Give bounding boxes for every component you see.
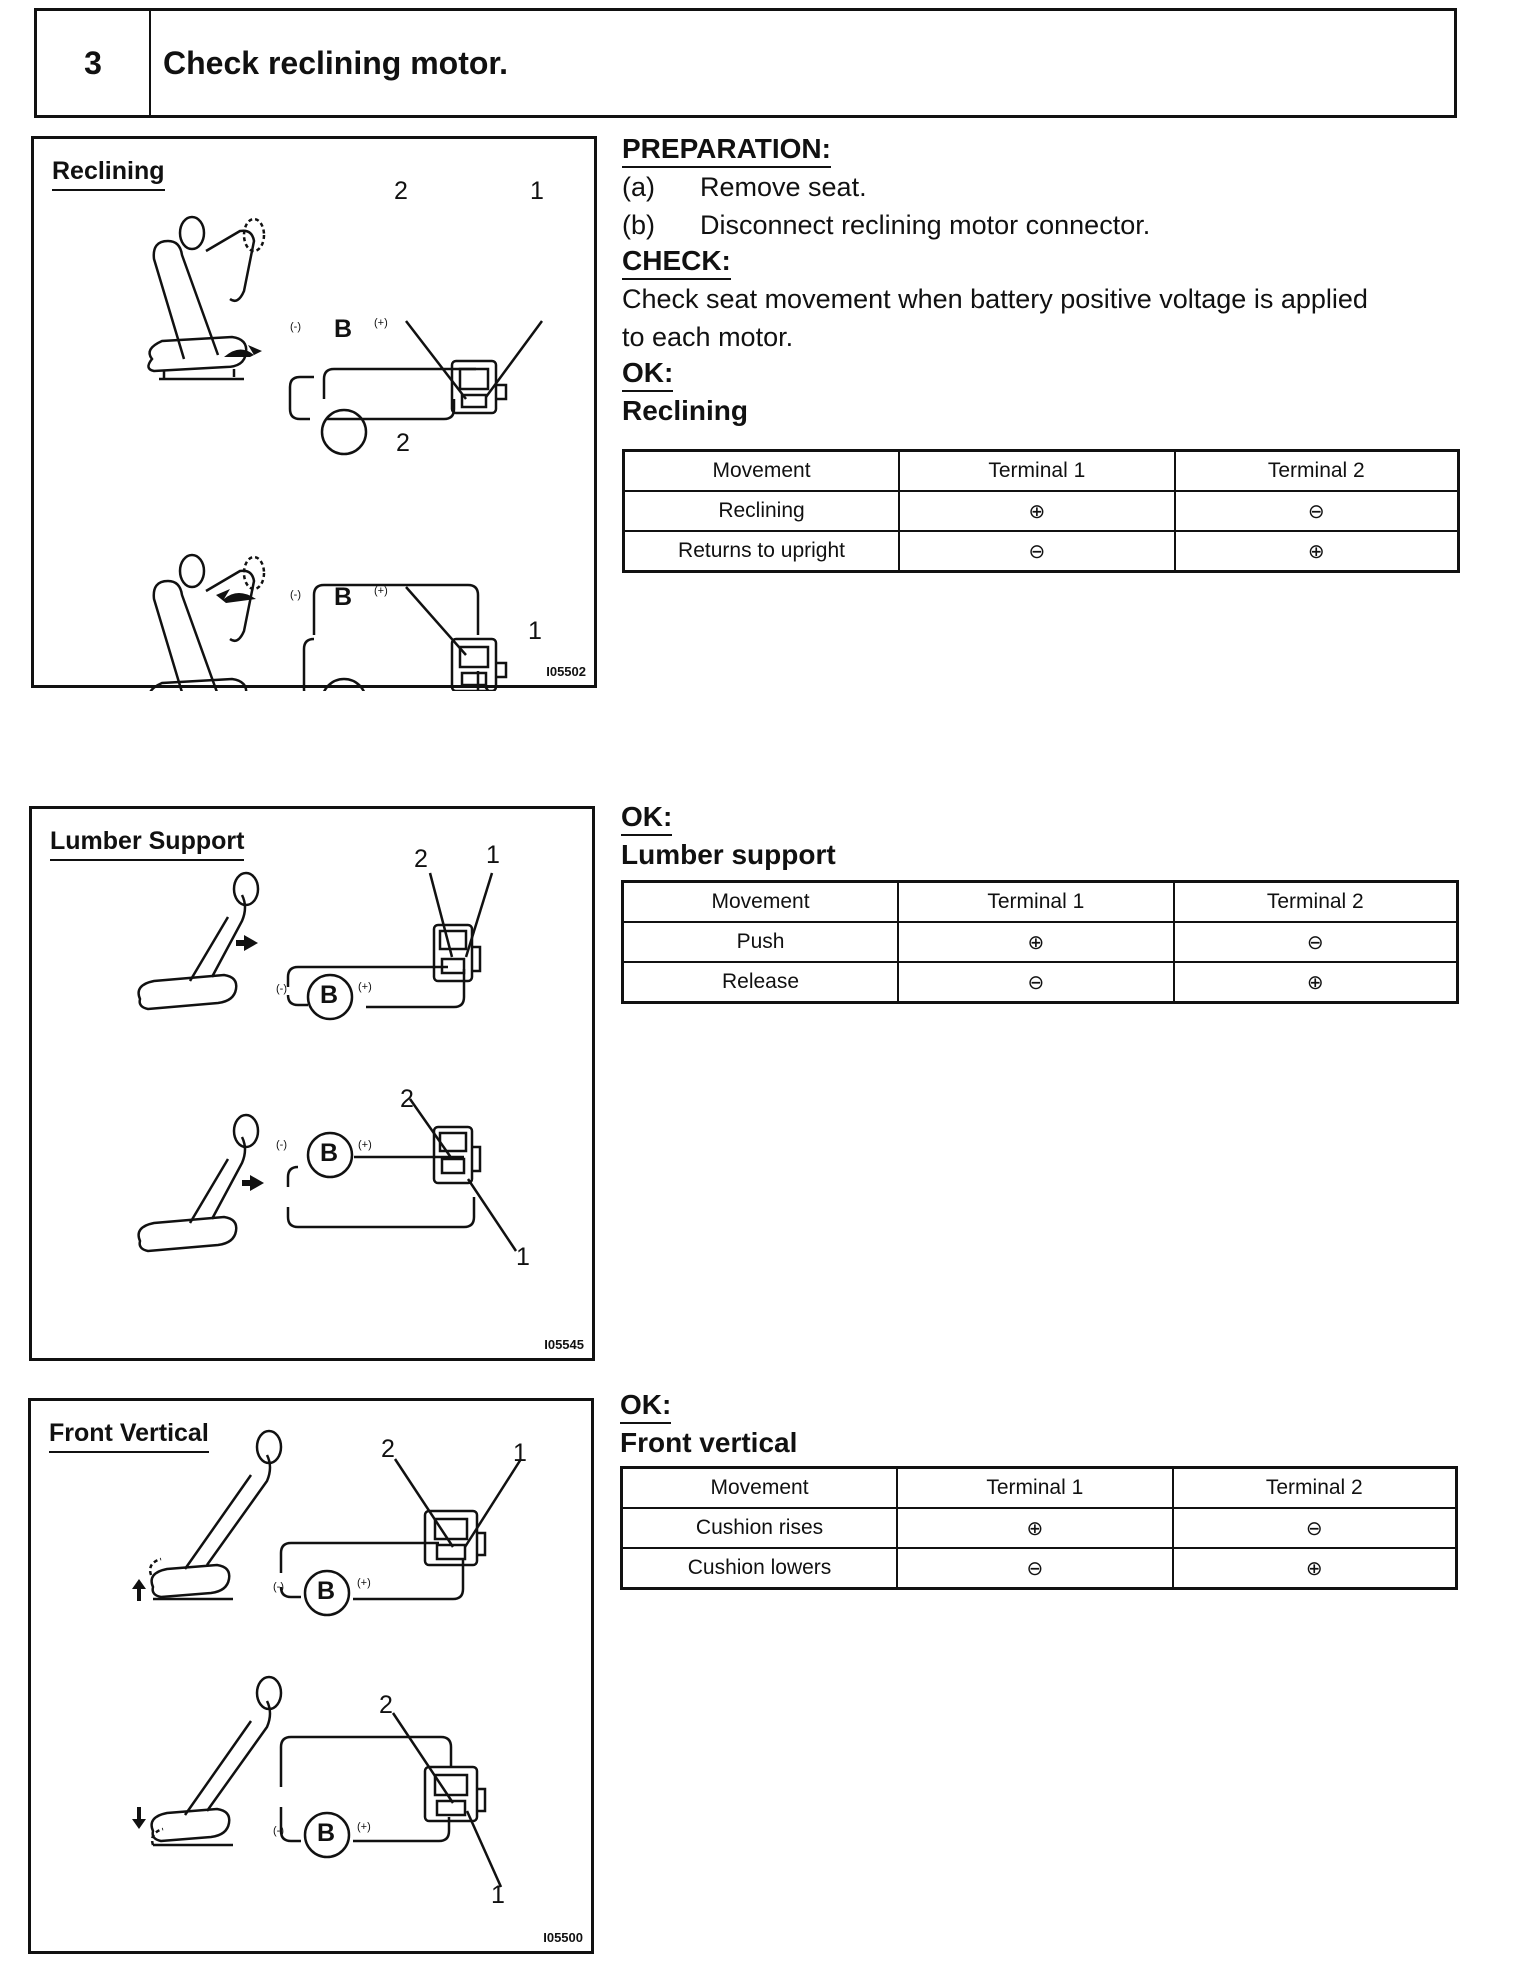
neg-label: (-)	[273, 1581, 284, 1593]
check-text-line: to each motor.	[622, 322, 794, 352]
table-row	[623, 962, 1458, 1003]
list-item	[622, 168, 1462, 206]
header-cell: Terminal 2	[1173, 1468, 1457, 1509]
figure-title: Reclining	[52, 157, 165, 191]
figure-title: Front Vertical	[49, 1419, 209, 1453]
table-cell: Cushion rises	[622, 1508, 898, 1548]
terminal-2-label: 2	[394, 177, 408, 205]
list-item-label: (b)	[622, 210, 655, 240]
table-row	[623, 922, 1458, 962]
header-cell: Terminal 1	[898, 882, 1174, 923]
terminal-1-label: 1	[486, 841, 500, 869]
terminal-2-label: 2	[396, 429, 410, 457]
battery-label: B	[334, 583, 353, 611]
battery-label: B	[320, 1139, 339, 1167]
ok-heading: OK:	[622, 356, 673, 392]
figure-title: Lumber Support	[50, 827, 244, 861]
table-cell: Release	[623, 962, 899, 1003]
figure-lumber-support	[29, 806, 595, 1361]
list-item	[622, 206, 1462, 244]
battery-label: B	[320, 981, 339, 1009]
table-cell: Push	[623, 922, 899, 962]
step-number: 3	[37, 11, 151, 115]
table-cell: Cushion lowers	[622, 1548, 898, 1589]
figure-code: I05500	[543, 1930, 583, 1945]
pos-label: (+)	[357, 1821, 371, 1833]
table-title: Front vertical	[620, 1427, 798, 1458]
table-cell: ⊕	[899, 491, 1175, 531]
neg-label: (-)	[290, 589, 301, 601]
step-title: Check reclining motor.	[163, 44, 508, 81]
lumber-diagram	[32, 809, 598, 1364]
front-vertical-table	[620, 1466, 1458, 1590]
header-cell: Movement	[624, 451, 900, 492]
terminal-2-label: 2	[379, 1691, 393, 1719]
terminal-1-label: 1	[491, 1881, 505, 1909]
header-cell: Terminal 1	[899, 451, 1175, 492]
figure-code: I05545	[544, 1337, 584, 1352]
terminal-1-label: 1	[530, 177, 544, 205]
figure-reclining	[31, 136, 597, 688]
table-row	[622, 1548, 1457, 1589]
lumber-section	[621, 800, 1461, 874]
table-title: Reclining	[622, 395, 749, 426]
terminal-2-label: 2	[414, 845, 428, 873]
terminal-2-label: 2	[381, 1435, 395, 1463]
terminal-1-label: 1	[513, 1439, 527, 1467]
pos-label: (+)	[374, 585, 388, 597]
table-cell: ⊕	[1173, 1548, 1457, 1589]
check-heading: CHECK:	[622, 244, 731, 280]
header-cell: Movement	[623, 882, 899, 923]
table-cell: Reclining	[624, 491, 900, 531]
header-cell: Terminal 2	[1174, 882, 1458, 923]
table-cell: ⊖	[1174, 922, 1458, 962]
ok-heading: OK:	[620, 1388, 671, 1424]
neg-label: (-)	[276, 983, 287, 995]
table-cell: ⊖	[1173, 1508, 1457, 1548]
battery-label: B	[334, 315, 353, 343]
pos-label: (+)	[374, 317, 388, 329]
neg-label: (-)	[276, 1139, 287, 1151]
arrow-icon	[224, 345, 262, 357]
table-header-row	[622, 1468, 1457, 1509]
reclining-table	[622, 449, 1460, 573]
pos-label: (+)	[358, 1139, 372, 1151]
list-item-text: Remove seat.	[700, 172, 867, 202]
neg-label: (-)	[273, 1825, 284, 1837]
table-title: Lumber support	[621, 839, 836, 870]
table-row	[624, 531, 1459, 572]
procedure-text	[622, 132, 1462, 430]
check-text-line: Check seat movement when battery positive voltage is applied	[622, 284, 1368, 314]
table-cell: ⊖	[899, 531, 1175, 572]
list-item-label: (a)	[622, 172, 655, 202]
figure-front-vertical	[28, 1398, 594, 1954]
table-cell: ⊕	[897, 1508, 1173, 1548]
arrow-icon	[236, 935, 258, 951]
table-row	[624, 491, 1459, 531]
lumber-table	[621, 880, 1459, 1004]
table-cell: ⊕	[898, 922, 1174, 962]
table-cell: ⊖	[1175, 491, 1459, 531]
table-header-row	[623, 882, 1458, 923]
table-row	[622, 1508, 1457, 1548]
arrow-up-icon	[132, 1579, 146, 1601]
front-vertical-diagram	[31, 1401, 597, 1957]
table-cell: ⊕	[1174, 962, 1458, 1003]
terminal-1-label: 1	[528, 617, 542, 645]
table-header-row	[624, 451, 1459, 492]
header-cell: Movement	[622, 1468, 898, 1509]
pos-label: (+)	[358, 981, 372, 993]
header-cell: Terminal 1	[897, 1468, 1173, 1509]
ok-heading: OK:	[621, 800, 672, 836]
terminal-2-label: 2	[400, 1085, 414, 1113]
figure-code: I05502	[546, 664, 586, 679]
battery-label: B	[317, 1577, 336, 1605]
header-cell: Terminal 2	[1175, 451, 1459, 492]
front-vertical-section	[620, 1388, 1460, 1462]
neg-label: (-)	[290, 321, 301, 333]
battery-label: B	[317, 1819, 336, 1847]
table-cell: ⊖	[898, 962, 1174, 1003]
step-header	[34, 8, 1457, 118]
table-cell: Returns to upright	[624, 531, 900, 572]
pos-label: (+)	[357, 1577, 371, 1589]
preparation-heading: PREPARATION:	[622, 132, 831, 168]
arrow-icon	[242, 1175, 264, 1191]
list-item-text: Disconnect reclining motor connector.	[700, 210, 1151, 240]
terminal-1-label: 1	[516, 1243, 530, 1271]
reclining-diagram	[34, 139, 600, 691]
table-cell: ⊕	[1175, 531, 1459, 572]
arrow-down-icon	[132, 1807, 146, 1829]
table-cell: ⊖	[897, 1548, 1173, 1589]
